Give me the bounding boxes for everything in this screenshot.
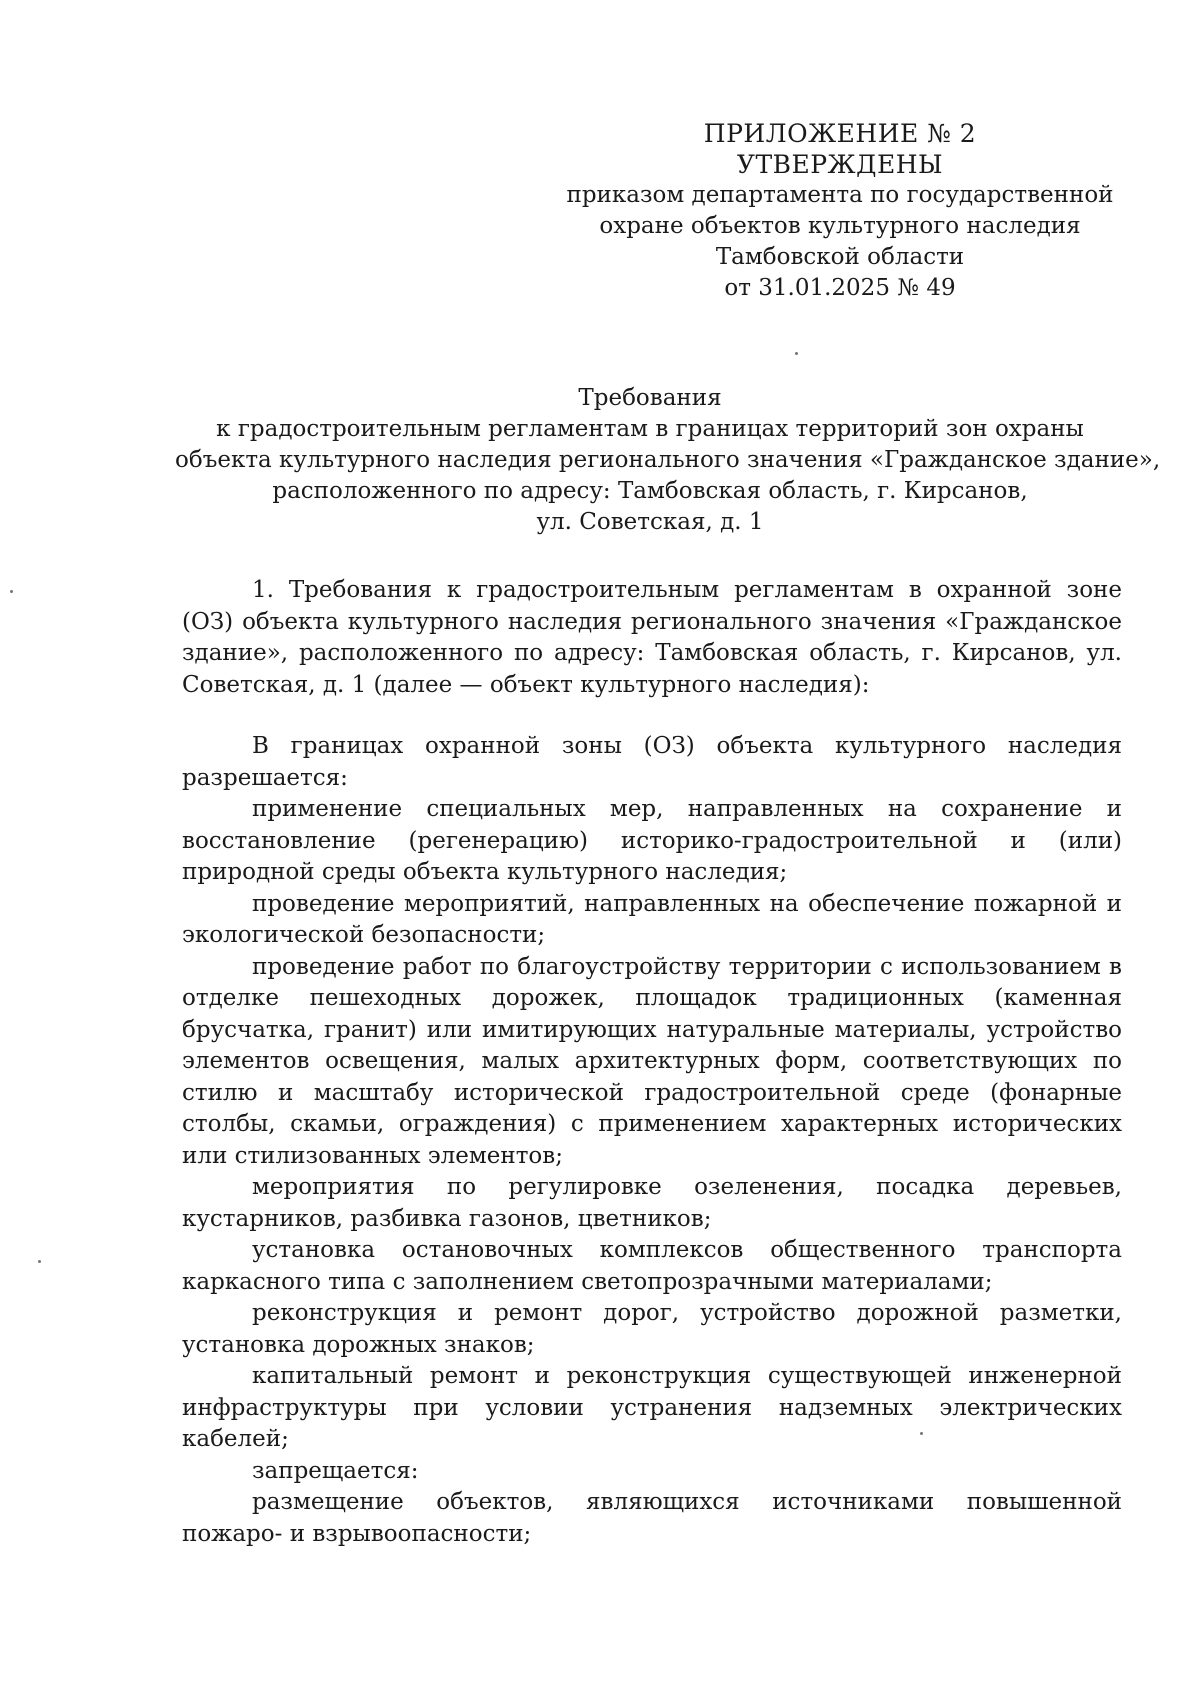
scan-speck	[38, 1260, 41, 1263]
title-line-5: ул. Советская, д. 1	[536, 509, 764, 535]
allowed-item: проведение мероприятий, направленных на обеспечение пожарной и экологической безопасности;	[182, 890, 1122, 948]
approval-line-1: приказом департамента по государственной	[566, 182, 1114, 208]
allowed-item: установка остановочных комплексов общественного транспорта каркасного типа с заполнением светопрозрачными материалами;	[182, 1237, 1122, 1295]
scan-speck	[10, 590, 13, 593]
title-line-4: расположенного по адресу: Тамбовская область, г. Кирсанов,	[272, 478, 1028, 504]
approved-label: УТВЕРЖДЕНЫ	[736, 150, 944, 179]
prohibited-item: размещение объектов, являющихся источниками повышенной пожаро- и взрывоопасности;	[182, 1489, 1122, 1547]
allowed-intro-paragraph: В границах охранной зоны (ОЗ) объекта культурного наследия разрешается:	[182, 733, 1122, 791]
title-line-3: объекта культурного наследия регионального значения «Гражданское здание»,	[175, 447, 1161, 473]
section-1-paragraph: 1. Требования к градостроительным регламентам в охранной зоне (ОЗ) объекта культурного наследия регионального значения «Гражданское здание», расположенного по адресу: Тамбовская область, г. Кирсанов, ул. Советская, д. 1 (далее — объект культурного наследия):	[182, 577, 1122, 698]
approval-line-2: охране объектов культурного наследия	[599, 213, 1081, 239]
allowed-item: мероприятия по регулировке озеленения, посадка деревьев, кустарников, разбивка газонов, цветников;	[182, 1174, 1122, 1232]
title-line-1: Требования	[578, 385, 722, 411]
allowed-item: реконструкция и ремонт дорог, устройство дорожной разметки, установка дорожных знаков;	[182, 1300, 1122, 1358]
approval-line-3: Тамбовской области	[715, 244, 965, 270]
scan-speck	[920, 1432, 923, 1435]
document-title	[175, 383, 1161, 538]
allowed-item: капитальный ремонт и реконструкция существующей инженерной инфраструктуры при условии устранения надземных электрических кабелей;	[182, 1363, 1122, 1452]
prohibited-label: запрещается:	[252, 1457, 419, 1484]
appendix-number: ПРИЛОЖЕНИЕ № 2	[703, 119, 977, 148]
document-body	[182, 575, 1122, 1550]
approval-date-number: от 31.01.2025 № 49	[724, 275, 956, 301]
scan-speck	[795, 352, 798, 355]
title-line-2: к градостроительным регламентам в границах территорий зон охраны	[216, 416, 1084, 442]
allowed-item: применение специальных мер, направленных на сохранение и восстановление (регенерацию) историко-градостроительной и (или) природной среды объекта культурного наследия;	[182, 796, 1122, 885]
approval-block	[560, 118, 1120, 304]
allowed-item: проведение работ по благоустройству территории с использованием в отделке пешеходных дорожек, площадок традиционных (каменная брусчатка, гранит) или имитирующих натуральные материалы, устройство элементов освещения, малых архитектурных форм, соответствующих по стилю и масштабу исторической градостроительной среде (фонарные столбы, скамьи, ограждения) с применением характерных исторических или стилизованных элементов;	[182, 953, 1122, 1169]
